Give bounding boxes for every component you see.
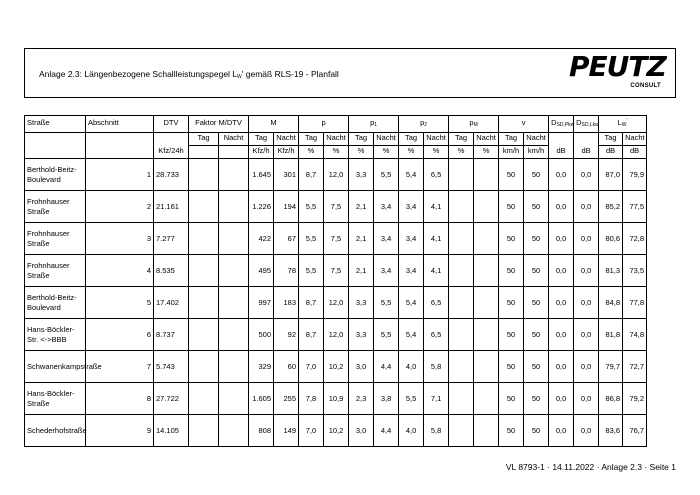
unit-lw-nacht: dB: [623, 146, 647, 159]
cell-pm-tag: [449, 191, 474, 223]
subheader-pm-nacht: Nacht: [474, 133, 499, 146]
table-row: [25, 159, 697, 191]
cell-dtv: 8.737: [154, 319, 189, 351]
cell-m-tag: 1.605: [249, 383, 274, 415]
cell-v-tag: 50: [499, 159, 524, 191]
unit-p-nacht: %: [324, 146, 349, 159]
cell-p1-nacht: 5,5: [374, 159, 399, 191]
cell-p1-nacht: 3,8: [374, 383, 399, 415]
cell-m-nacht: 301: [274, 159, 299, 191]
cell-pm-tag: [449, 223, 474, 255]
cell-f-tag: [189, 223, 219, 255]
subheader-v-nacht: Nacht: [524, 133, 549, 146]
cell-dsd-pkw: 0,0: [549, 191, 574, 223]
subheader-p2-nacht: Nacht: [424, 133, 449, 146]
cell-name: Hans-Böckler-Straße: [25, 383, 86, 415]
cell-dsd-lkw: 0,0: [574, 383, 599, 415]
cell-dsd-lkw: 0,0: [574, 223, 599, 255]
cell-p2-tag: 4,0: [399, 415, 424, 447]
unit-p2-tag: %: [399, 146, 424, 159]
cell-m-tag: 422: [249, 223, 274, 255]
unit-pm-nacht: %: [474, 146, 499, 159]
cell-v-nacht: 50: [524, 255, 549, 287]
cell-p2-tag: 5,4: [399, 159, 424, 191]
cell-lw-tag: 86,8: [599, 383, 623, 415]
cell-dsd-lkw: 0,0: [574, 159, 599, 191]
cell-m-tag: 500: [249, 319, 274, 351]
document-title: [39, 69, 339, 80]
unit-v-tag: km/h: [499, 146, 524, 159]
cell-lw-nacht: 73,5: [623, 255, 647, 287]
cell-v-nacht: 50: [524, 415, 549, 447]
table-row: [25, 351, 697, 383]
cell-dsd-pkw: 0,0: [549, 255, 574, 287]
cell-pm-tag: [449, 319, 474, 351]
cell-v-tag: 50: [499, 383, 524, 415]
cell-dsd-lkw: 0,0: [574, 351, 599, 383]
cell-f-nacht: [219, 255, 249, 287]
cell-lw-tag: 87,0: [599, 159, 623, 191]
cell-lw-nacht: 72,7: [623, 351, 647, 383]
cell-m-nacht: 149: [274, 415, 299, 447]
cell-p1-tag: 3,3: [349, 159, 374, 191]
cell-f-nacht: [219, 159, 249, 191]
cell-p1-tag: 3,0: [349, 415, 374, 447]
cell-p1-nacht: 4,4: [374, 415, 399, 447]
col-header-faktor: Faktor M/DTV: [189, 116, 249, 133]
cell-dsd-pkw: 0,0: [549, 319, 574, 351]
cell-dsd-pkw: 0,0: [549, 383, 574, 415]
cell-dsd-lkw: 0,0: [574, 415, 599, 447]
col-header-p1: $p_1$: [349, 116, 399, 133]
cell-p1-tag: 2,3: [349, 383, 374, 415]
cell-m-tag: 808: [249, 415, 274, 447]
cell-abschnitt: 4: [86, 255, 154, 287]
cell-v-nacht: 50: [524, 319, 549, 351]
cell-p2-nacht: 4,1: [424, 223, 449, 255]
cell-v-nacht: 50: [524, 191, 549, 223]
cell-dtv: 7.277: [154, 223, 189, 255]
cell-p-tag: 5,5: [299, 255, 324, 287]
cell-lw-nacht: 76,7: [623, 415, 647, 447]
cell-dsd-lkw: 0,0: [574, 191, 599, 223]
cell-p-tag: 7,8: [299, 383, 324, 415]
header-box: [24, 48, 676, 98]
cell-dtv: 5.743: [154, 351, 189, 383]
subheader-p1-nacht: Nacht: [374, 133, 399, 146]
cell-name: Frohnhauser Straße: [25, 223, 86, 255]
subheader-m-tag: Tag: [249, 133, 274, 146]
cell-m-nacht: 60: [274, 351, 299, 383]
col-header-strasse: Straße: [25, 116, 86, 133]
table-row: [25, 383, 697, 415]
col-header-abschnitt: Abschnitt: [86, 116, 154, 133]
title-prefix: Anlage 2.3: Längenbezogene Schallleistungspegel L: [39, 69, 238, 79]
table-row: [25, 319, 697, 351]
cell-name: Berthold-Beitz-Boulevard: [25, 159, 86, 191]
subheader-faktor-nacht: Nacht: [219, 133, 249, 146]
cell-abschnitt: 9: [86, 415, 154, 447]
cell-pm-tag: [449, 159, 474, 191]
cell-p-tag: 8,7: [299, 159, 324, 191]
cell-name: Schederhofstraße: [25, 415, 86, 447]
cell-abschnitt: 5: [86, 287, 154, 319]
col-header-m: M: [249, 116, 299, 133]
cell-dtv: 17.402: [154, 287, 189, 319]
cell-p2-tag: 4,0: [399, 351, 424, 383]
table-row: [25, 191, 697, 223]
cell-pm-nacht: [474, 319, 499, 351]
cell-m-nacht: 67: [274, 223, 299, 255]
cell-lw-tag: 80,6: [599, 223, 623, 255]
col-header-p2: $p_2$: [399, 116, 449, 133]
unit-pm-tag: %: [449, 146, 474, 159]
unit-dsd-pkw: dB: [549, 146, 574, 159]
cell-dsd-lkw: 0,0: [574, 287, 599, 319]
unit-p2-nacht: %: [424, 146, 449, 159]
cell-p1-nacht: 5,5: [374, 319, 399, 351]
cell-dsd-pkw: 0,0: [549, 415, 574, 447]
table-row: [25, 255, 697, 287]
col-header-lw: $L_W'$: [599, 116, 647, 133]
cell-lw-tag: 79,7: [599, 351, 623, 383]
cell-f-nacht: [219, 319, 249, 351]
cell-v-nacht: 50: [524, 351, 549, 383]
cell-p-nacht: 7,5: [324, 255, 349, 287]
header-row-1: [25, 116, 697, 133]
cell-m-tag: 495: [249, 255, 274, 287]
subheader-p-tag: Tag: [299, 133, 324, 146]
cell-pm-nacht: [474, 191, 499, 223]
subheader-m-nacht: Nacht: [274, 133, 299, 146]
cell-p-nacht: 10,2: [324, 415, 349, 447]
page-footer: VL 8793-1 · 14.11.2022 · Anlage 2.3 · Seite 1: [505, 462, 676, 472]
cell-p1-nacht: 3,4: [374, 223, 399, 255]
cell-dtv: 28.733: [154, 159, 189, 191]
cell-p2-tag: 3,4: [399, 255, 424, 287]
subheader-p-nacht: Nacht: [324, 133, 349, 146]
cell-dsd-lkw: 0,0: [574, 319, 599, 351]
cell-v-tag: 50: [499, 191, 524, 223]
cell-m-tag: 1.645: [249, 159, 274, 191]
cell-p-nacht: 12,0: [324, 319, 349, 351]
cell-dsd-pkw: 0,0: [549, 287, 574, 319]
cell-name: Frohnhauser Straße: [25, 191, 86, 223]
subheader-pm-tag: Tag: [449, 133, 474, 146]
subheader-lw-nacht: Nacht: [623, 133, 647, 146]
cell-pm-nacht: [474, 415, 499, 447]
title-subscript: W: [237, 74, 242, 80]
cell-lw-nacht: 72,8: [623, 223, 647, 255]
header-row-3: [25, 146, 697, 159]
unit-lw-tag: dB: [599, 146, 623, 159]
cell-abschnitt: 2: [86, 191, 154, 223]
header-row-2: [25, 133, 697, 146]
cell-p2-nacht: 6,5: [424, 319, 449, 351]
peutz-logo: [569, 50, 666, 92]
cell-lw-nacht: 77,5: [623, 191, 647, 223]
cell-f-nacht: [219, 415, 249, 447]
cell-f-nacht: [219, 287, 249, 319]
cell-p-tag: 8,7: [299, 319, 324, 351]
cell-m-nacht: 194: [274, 191, 299, 223]
logo-subtitle: CONSULT: [630, 83, 661, 89]
cell-pm-tag: [449, 287, 474, 319]
cell-lw-tag: 84,8: [599, 287, 623, 319]
table-row: [25, 415, 697, 447]
cell-v-nacht: 50: [524, 159, 549, 191]
cell-f-tag: [189, 255, 219, 287]
cell-p1-nacht: 3,4: [374, 191, 399, 223]
cell-m-nacht: 183: [274, 287, 299, 319]
cell-pm-tag: [449, 255, 474, 287]
cell-lw-tag: 81,3: [599, 255, 623, 287]
cell-lw-nacht: 79,9: [623, 159, 647, 191]
cell-p2-tag: 5,5: [399, 383, 424, 415]
cell-f-nacht: [219, 191, 249, 223]
col-header-dtv: DTV: [154, 116, 189, 133]
cell-p-tag: 7,0: [299, 415, 324, 447]
cell-pm-tag: [449, 415, 474, 447]
unit-m-nacht: Kfz/h: [274, 146, 299, 159]
cell-p1-nacht: 5,5: [374, 287, 399, 319]
cell-v-tag: 50: [499, 319, 524, 351]
cell-lw-nacht: 74,8: [623, 319, 647, 351]
cell-p2-nacht: 4,1: [424, 191, 449, 223]
cell-dsd-lkw: 0,0: [574, 255, 599, 287]
cell-lw-tag: 83,6: [599, 415, 623, 447]
title-suffix: ' gemäß RLS-19 - Planfall: [241, 69, 339, 79]
col-header-dsd-pkw: $D_{SD,Pkw}$: [549, 116, 574, 133]
cell-f-tag: [189, 191, 219, 223]
cell-lw-nacht: 79,2: [623, 383, 647, 415]
col-header-p: p: [299, 116, 349, 133]
cell-p-tag: 8,7: [299, 287, 324, 319]
cell-f-nacht: [219, 351, 249, 383]
cell-abschnitt: 7: [86, 351, 154, 383]
cell-pm-nacht: [474, 159, 499, 191]
cell-p1-tag: 3,3: [349, 287, 374, 319]
cell-m-tag: 329: [249, 351, 274, 383]
cell-p2-tag: 3,4: [399, 191, 424, 223]
cell-p2-tag: 5,4: [399, 319, 424, 351]
subheader-faktor-tag: Tag: [189, 133, 219, 146]
unit-p1-tag: %: [349, 146, 374, 159]
subheader-v-tag: Tag: [499, 133, 524, 146]
cell-p1-tag: 2,1: [349, 255, 374, 287]
cell-dtv: 21.161: [154, 191, 189, 223]
cell-abschnitt: 1: [86, 159, 154, 191]
subheader-lw-tag: Tag: [599, 133, 623, 146]
cell-abschnitt: 8: [86, 383, 154, 415]
unit-dtv: Kfz/24h: [154, 146, 189, 159]
cell-pm-nacht: [474, 287, 499, 319]
cell-name: Berthold-Beitz-Boulevard: [25, 287, 86, 319]
cell-f-tag: [189, 383, 219, 415]
cell-m-tag: 1.226: [249, 191, 274, 223]
cell-p-nacht: 7,5: [324, 191, 349, 223]
cell-p1-nacht: 3,4: [374, 255, 399, 287]
cell-dsd-pkw: 0,0: [549, 159, 574, 191]
unit-p1-nacht: %: [374, 146, 399, 159]
cell-f-nacht: [219, 383, 249, 415]
cell-dsd-pkw: 0,0: [549, 223, 574, 255]
cell-p-nacht: 10,9: [324, 383, 349, 415]
cell-m-nacht: 78: [274, 255, 299, 287]
cell-p-tag: 5,5: [299, 223, 324, 255]
unit-p-tag: %: [299, 146, 324, 159]
table-row: [25, 287, 697, 319]
cell-p2-nacht: 6,5: [424, 159, 449, 191]
cell-f-nacht: [219, 223, 249, 255]
cell-abschnitt: 3: [86, 223, 154, 255]
cell-f-tag: [189, 415, 219, 447]
cell-p2-tag: 3,4: [399, 223, 424, 255]
unit-dsd-lkw: dB: [574, 146, 599, 159]
cell-name: Schwanenkampstraße: [25, 351, 86, 383]
cell-name: Frohnhauser Straße: [25, 255, 86, 287]
cell-p2-nacht: 4,1: [424, 255, 449, 287]
cell-v-nacht: 50: [524, 287, 549, 319]
cell-dtv: 27.722: [154, 383, 189, 415]
cell-f-tag: [189, 351, 219, 383]
cell-m-nacht: 255: [274, 383, 299, 415]
cell-p1-nacht: 4,4: [374, 351, 399, 383]
col-header-v: v: [499, 116, 549, 133]
table-row: [25, 223, 697, 255]
cell-m-tag: 997: [249, 287, 274, 319]
cell-f-tag: [189, 287, 219, 319]
unit-v-nacht: km/h: [524, 146, 549, 159]
cell-lw-tag: 81,8: [599, 319, 623, 351]
cell-p-nacht: 12,0: [324, 287, 349, 319]
cell-p2-nacht: 7,1: [424, 383, 449, 415]
subheader-p2-tag: Tag: [399, 133, 424, 146]
cell-abschnitt: 6: [86, 319, 154, 351]
cell-p2-nacht: 5,8: [424, 415, 449, 447]
cell-p-tag: 5,5: [299, 191, 324, 223]
cell-p-nacht: 7,5: [324, 223, 349, 255]
cell-pm-nacht: [474, 351, 499, 383]
cell-p1-tag: 2,1: [349, 223, 374, 255]
cell-dtv: 14.105: [154, 415, 189, 447]
logo-wordmark: PEUTZ: [569, 50, 666, 83]
cell-p-nacht: 12,0: [324, 159, 349, 191]
col-header-dsd-lkw: $D_{SD,Lkw}$: [574, 116, 599, 133]
cell-v-nacht: 50: [524, 383, 549, 415]
subheader-p1-tag: Tag: [349, 133, 374, 146]
cell-v-tag: 50: [499, 351, 524, 383]
cell-v-nacht: 50: [524, 223, 549, 255]
cell-pm-nacht: [474, 383, 499, 415]
cell-p-tag: 7,0: [299, 351, 324, 383]
cell-f-tag: [189, 159, 219, 191]
cell-p1-tag: 3,0: [349, 351, 374, 383]
cell-v-tag: 50: [499, 223, 524, 255]
cell-pm-nacht: [474, 255, 499, 287]
cell-v-tag: 50: [499, 287, 524, 319]
cell-p2-nacht: 6,5: [424, 287, 449, 319]
cell-pm-nacht: [474, 223, 499, 255]
cell-v-tag: 50: [499, 415, 524, 447]
cell-p1-tag: 3,3: [349, 319, 374, 351]
unit-m-tag: Kfz/h: [249, 146, 274, 159]
cell-p2-tag: 5,4: [399, 287, 424, 319]
cell-v-tag: 50: [499, 255, 524, 287]
cell-m-nacht: 92: [274, 319, 299, 351]
table-body: [25, 159, 697, 447]
cell-pm-tag: [449, 351, 474, 383]
sound-power-table: [24, 115, 697, 447]
cell-p1-tag: 2,1: [349, 191, 374, 223]
cell-pm-tag: [449, 383, 474, 415]
col-header-pm: $p_M$: [449, 116, 499, 133]
cell-f-tag: [189, 319, 219, 351]
cell-p-nacht: 10,2: [324, 351, 349, 383]
cell-lw-nacht: 77,8: [623, 287, 647, 319]
cell-dtv: 8.535: [154, 255, 189, 287]
cell-dsd-pkw: 0,0: [549, 351, 574, 383]
cell-lw-tag: 85,2: [599, 191, 623, 223]
cell-p2-nacht: 5,8: [424, 351, 449, 383]
cell-name: Hans-Böckler-Str. <->BBB: [25, 319, 86, 351]
